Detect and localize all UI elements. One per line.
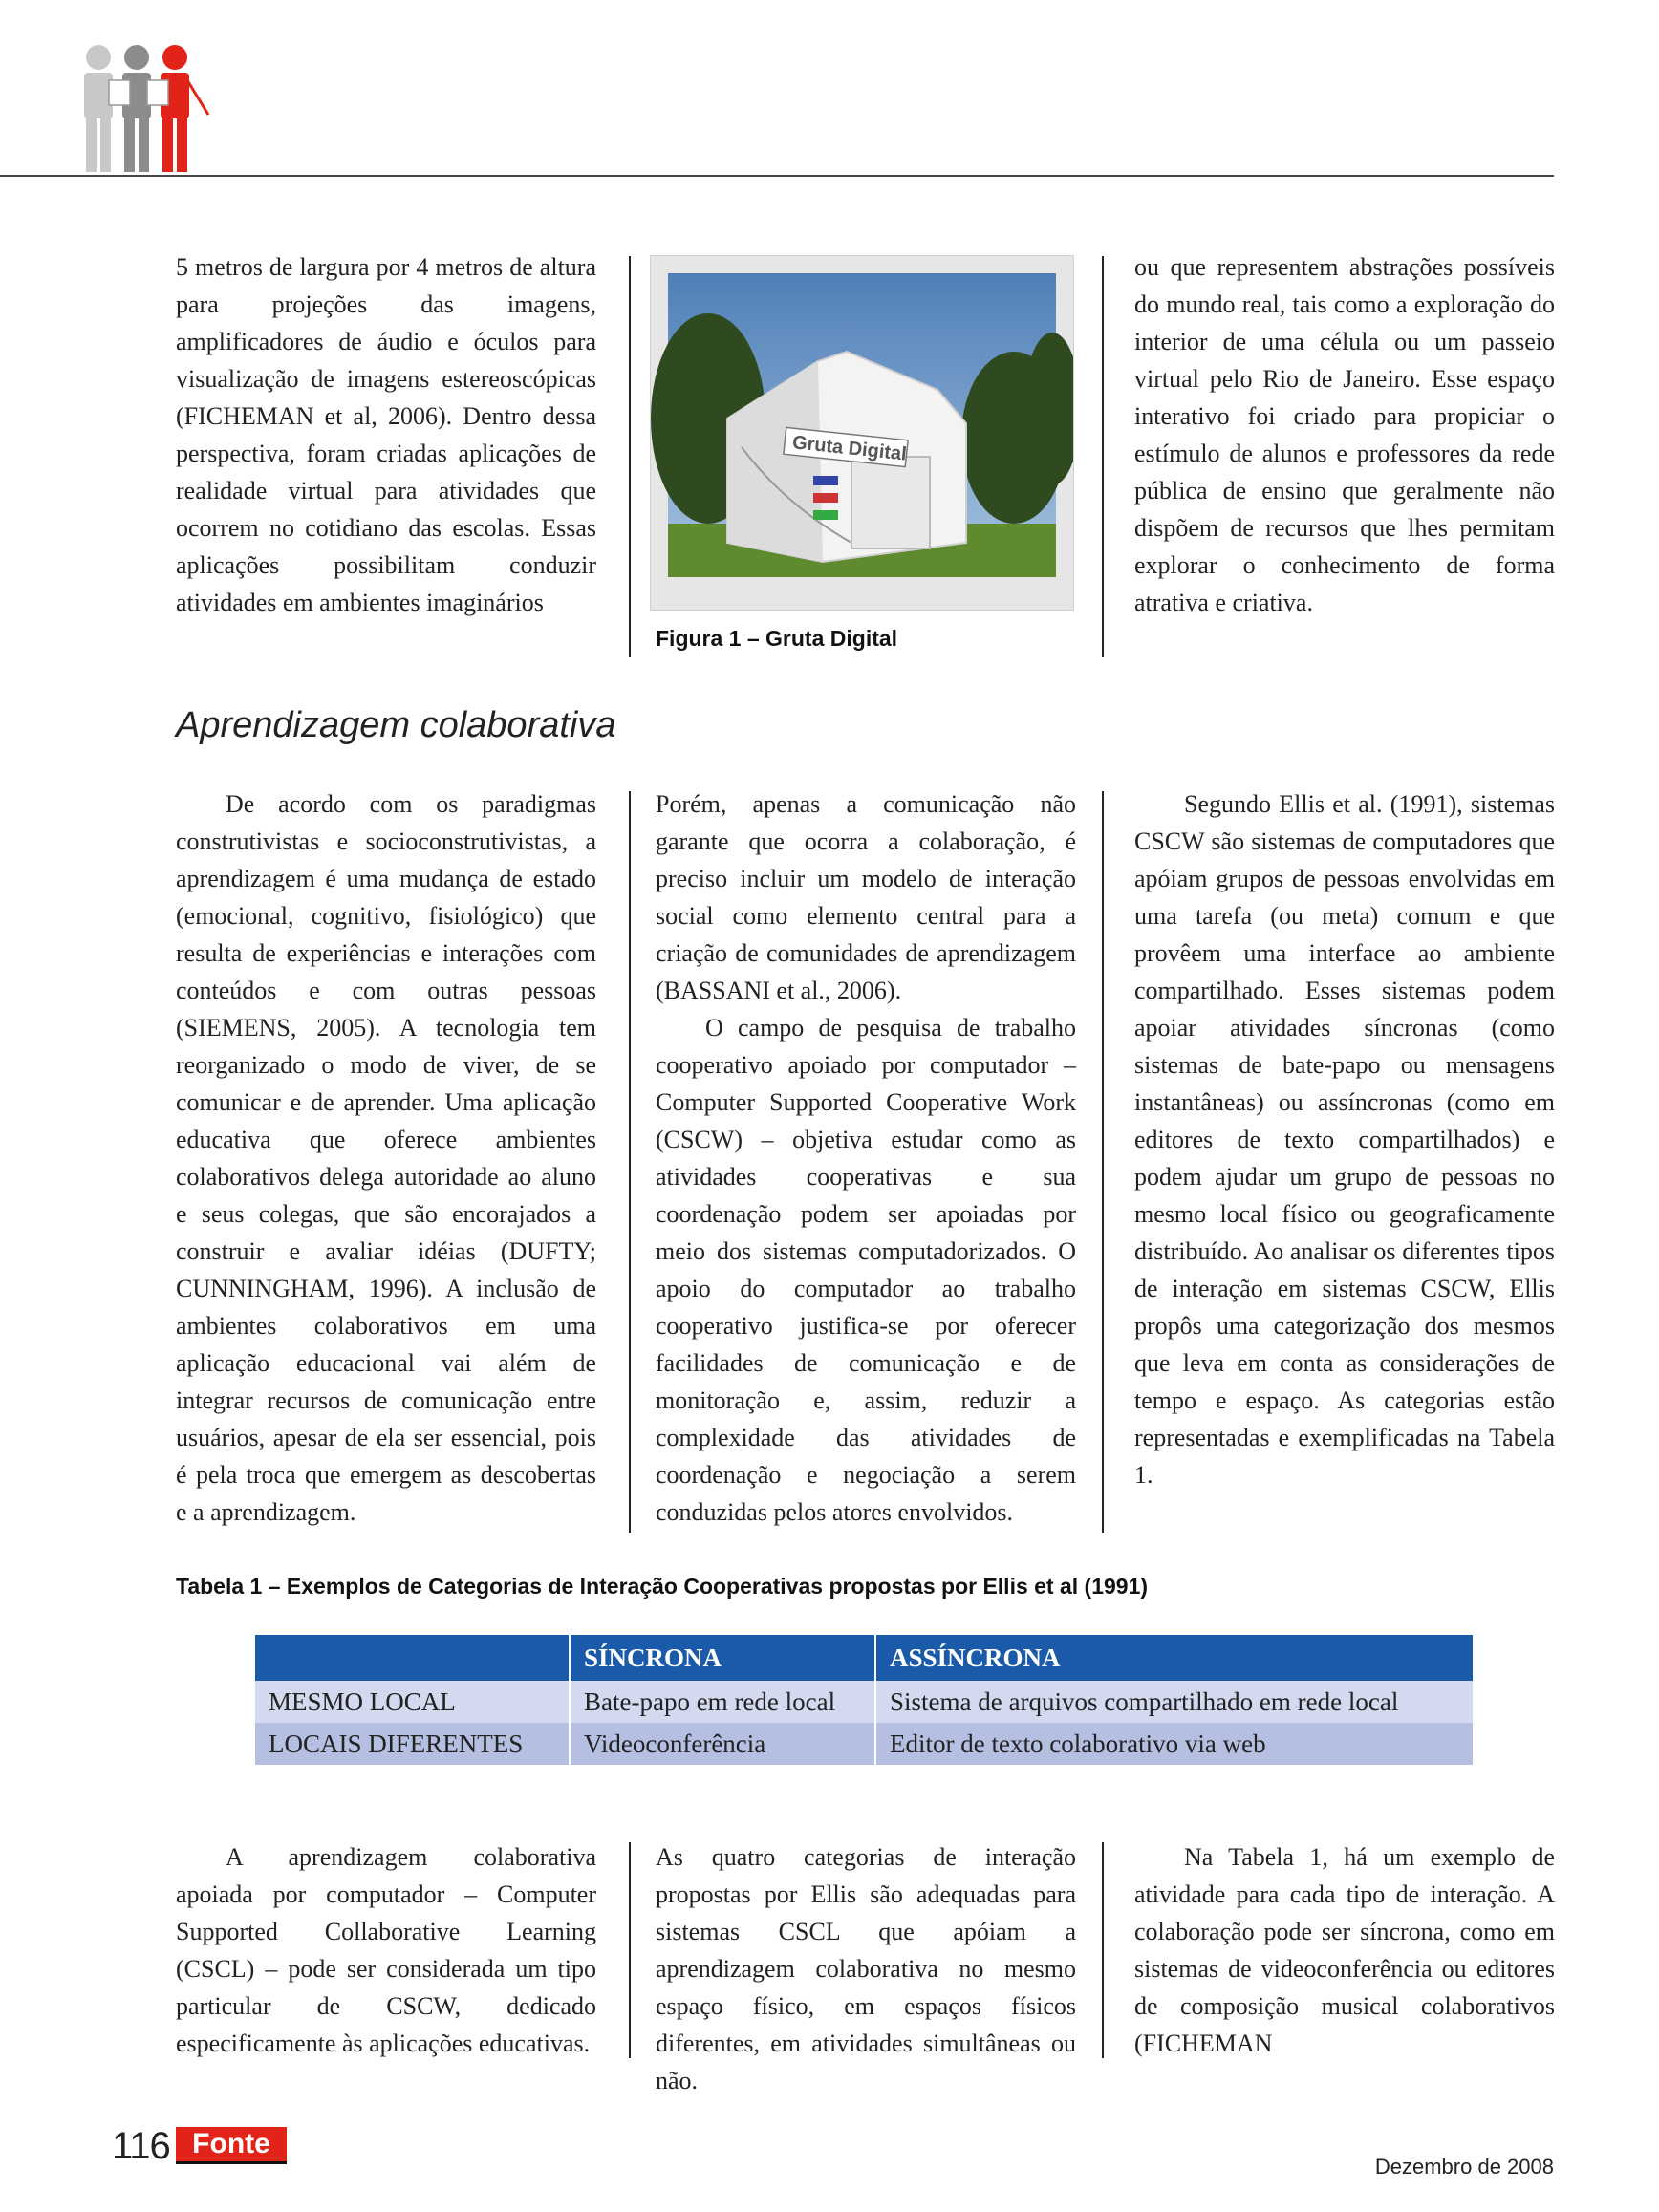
page-number: 116 xyxy=(112,2125,170,2167)
table-row xyxy=(255,1681,1474,1723)
top-col3-text: ou que representem abstrações possíveis do mundo real, tais como a exploração do interior de uma célula ou um passeio virtual pelo Rio de Janeiro. Esse espaço interativo foi criado para propiciar o estímulo de alunos e professores da rede pública de ensino que geralmente não dispõem de recursos que lhes permitam explorar o conhecimento de forma atrativa e criativa. xyxy=(1134,253,1555,616)
table-cell: Videoconferência xyxy=(570,1723,875,1765)
table-row xyxy=(255,1723,1474,1765)
people-group-icon xyxy=(75,42,218,176)
column-divider xyxy=(629,791,631,1533)
table-caption: Tabela 1 – Exemplos de Categorias de Interação Cooperativas propostas por Ellis et al (1991) xyxy=(176,1574,1149,1599)
section-col2-paragraph-2: O campo de pesquisa de trabalho cooperativo apoiado por computador – Computer Supported Cooperative Work (CSCW) – objetiva estudar como as atividades cooperativas e sua coordenação podem ser apoiadas por meio dos sistemas computadorizados. O apoio do computador ao trabalho cooperativo justifica-se por oferecer facilidades de comunicação e de monitoração e, assim, reduzir a complexidade das atividades de coordenação e negociação a serem conduzidas pelos atores envolvidos. xyxy=(656,1014,1076,1526)
top-column-1 xyxy=(176,248,596,621)
table-cell: Sistema de arquivos compartilhado em rede local xyxy=(875,1681,1474,1723)
column-divider xyxy=(629,1842,631,2058)
table-header-row xyxy=(255,1635,1474,1681)
categories-table xyxy=(255,1635,1475,1765)
table-cell: Editor de texto colaborativo via web xyxy=(875,1723,1474,1765)
issue-date: Dezembro de 2008 xyxy=(1374,2155,1554,2179)
bottom-col3-text: Na Tabela 1, há um exemplo de atividade para cada tipo de interação. A colaboração pode ser síncrona, como em sistemas de videoconferência ou editores de composição musical colaborativos (FICHEMAN xyxy=(1134,1843,1555,2057)
figure-photo xyxy=(650,255,1074,611)
figure-caption: Figura 1 – Gruta Digital xyxy=(656,626,898,651)
table-cell: MESMO LOCAL xyxy=(255,1681,570,1723)
top-column-3 xyxy=(1134,248,1555,621)
table-cell: Bate-papo em rede local xyxy=(570,1681,875,1723)
table-header-cell xyxy=(255,1635,570,1681)
bottom-column-2 xyxy=(656,1838,1076,2099)
section-column-2 xyxy=(656,785,1076,1531)
table-cell: LOCAIS DIFERENTES xyxy=(255,1723,570,1765)
bottom-col2-text: As quatro categorias de interação propostas por Ellis são adequadas para sistemas CSCL que apóiam a aprendizagem colaborativa no mesmo espaço físico, em espaços físicos diferentes, em atividades simultâneas ou não. xyxy=(656,1843,1076,2094)
bottom-col1-text: A aprendizagem colaborativa apoiada por computador – Computer Supported Collaborative Learning (CSCL) – pode ser considerada um tipo particular de CSCW, dedicado especificamente às aplicações educativas. xyxy=(176,1843,596,2057)
section-col3-text: Segundo Ellis et al. (1991), sistemas CSCW são sistemas de computadores que apóiam grupos de pessoas envolvidas em uma tarefa (ou meta) comum e que provêem uma interface ao ambiente compartilhado. Esses sistemas podem apoiar atividades síncronas (como sistemas de bate-papo ou mensagens instantâneas) ou assíncronas (como em editores de texto compartilhados) e podem ajudar um grupo de pessoas no mesmo local físico ou geograficamente distribuído. Ao analisar os diferentes tipos de interação em sistemas CSCW, Ellis propôs uma categorização dos mesmos que leva em conta as considerações de tempo e espaço. As categorias estão representadas e exemplificadas na Tabela 1. xyxy=(1134,790,1555,1489)
gruta-digital-image xyxy=(651,256,1073,610)
section-column-1 xyxy=(176,785,596,1531)
column-divider xyxy=(1102,791,1104,1533)
section-column-3 xyxy=(1134,785,1555,1493)
bottom-column-3 xyxy=(1134,1838,1555,2062)
column-divider xyxy=(629,256,631,657)
section-col1-text: De acordo com os paradigmas construtivistas e socioconstrutivistas, a aprendizagem é uma mudança de estado (emocional, cognitivo, fisiológico) que resulta de experiências e interações com conteúdos e com outras pessoas (SIEMENS, 2005). A tecnologia tem reorganizado o modo de viver, de se comunicar e de aprender. Uma aplicação educativa que oferece ambientes colaborativos delega autoridade ao aluno e seus colegas, que são encorajados a construir e avaliar idéias (DUFTY; CUNNINGHAM, 1996). A inclusão de ambientes colaborativos em uma aplicação educacional vai além de integrar recursos de comunicação entre usuários, apesar de ela ser essencial, pois é pela troca que emergem as descobertas e a aprendizagem. xyxy=(176,790,596,1526)
brand-logo: Fonte xyxy=(176,2127,287,2164)
bottom-column-1 xyxy=(176,1838,596,2062)
gruta-digital-sign: Gruta Digital xyxy=(791,432,908,465)
column-divider xyxy=(1102,1842,1104,2058)
table-header-cell: SÍNCRONA xyxy=(570,1635,875,1681)
table-header-cell: ASSÍNCRONA xyxy=(875,1635,1474,1681)
top-col1-text: 5 metros de largura por 4 metros de altura para projeções das imagens, amplificadores de áudio e óculos para visualização de imagens estereoscópicas (FICHEMAN et al, 2006). Dentro dessa perspectiva, foram criadas aplicações de realidade virtual para atividades que ocorrem no cotidiano das escolas. Essas aplicações possibilitam conduzir atividades em ambientes imaginários xyxy=(176,253,596,616)
section-col2-paragraph-1: Porém, apenas a comunicação não garante que ocorra a colaboração, é preciso incluir um modelo de interação social como elemento central para a criação de comunidades de aprendizagem (BASSANI et al., 2006). xyxy=(656,790,1076,1004)
column-divider xyxy=(1102,256,1104,657)
section-heading: Aprendizagem colaborativa xyxy=(176,705,616,745)
header-rule xyxy=(0,175,1554,177)
